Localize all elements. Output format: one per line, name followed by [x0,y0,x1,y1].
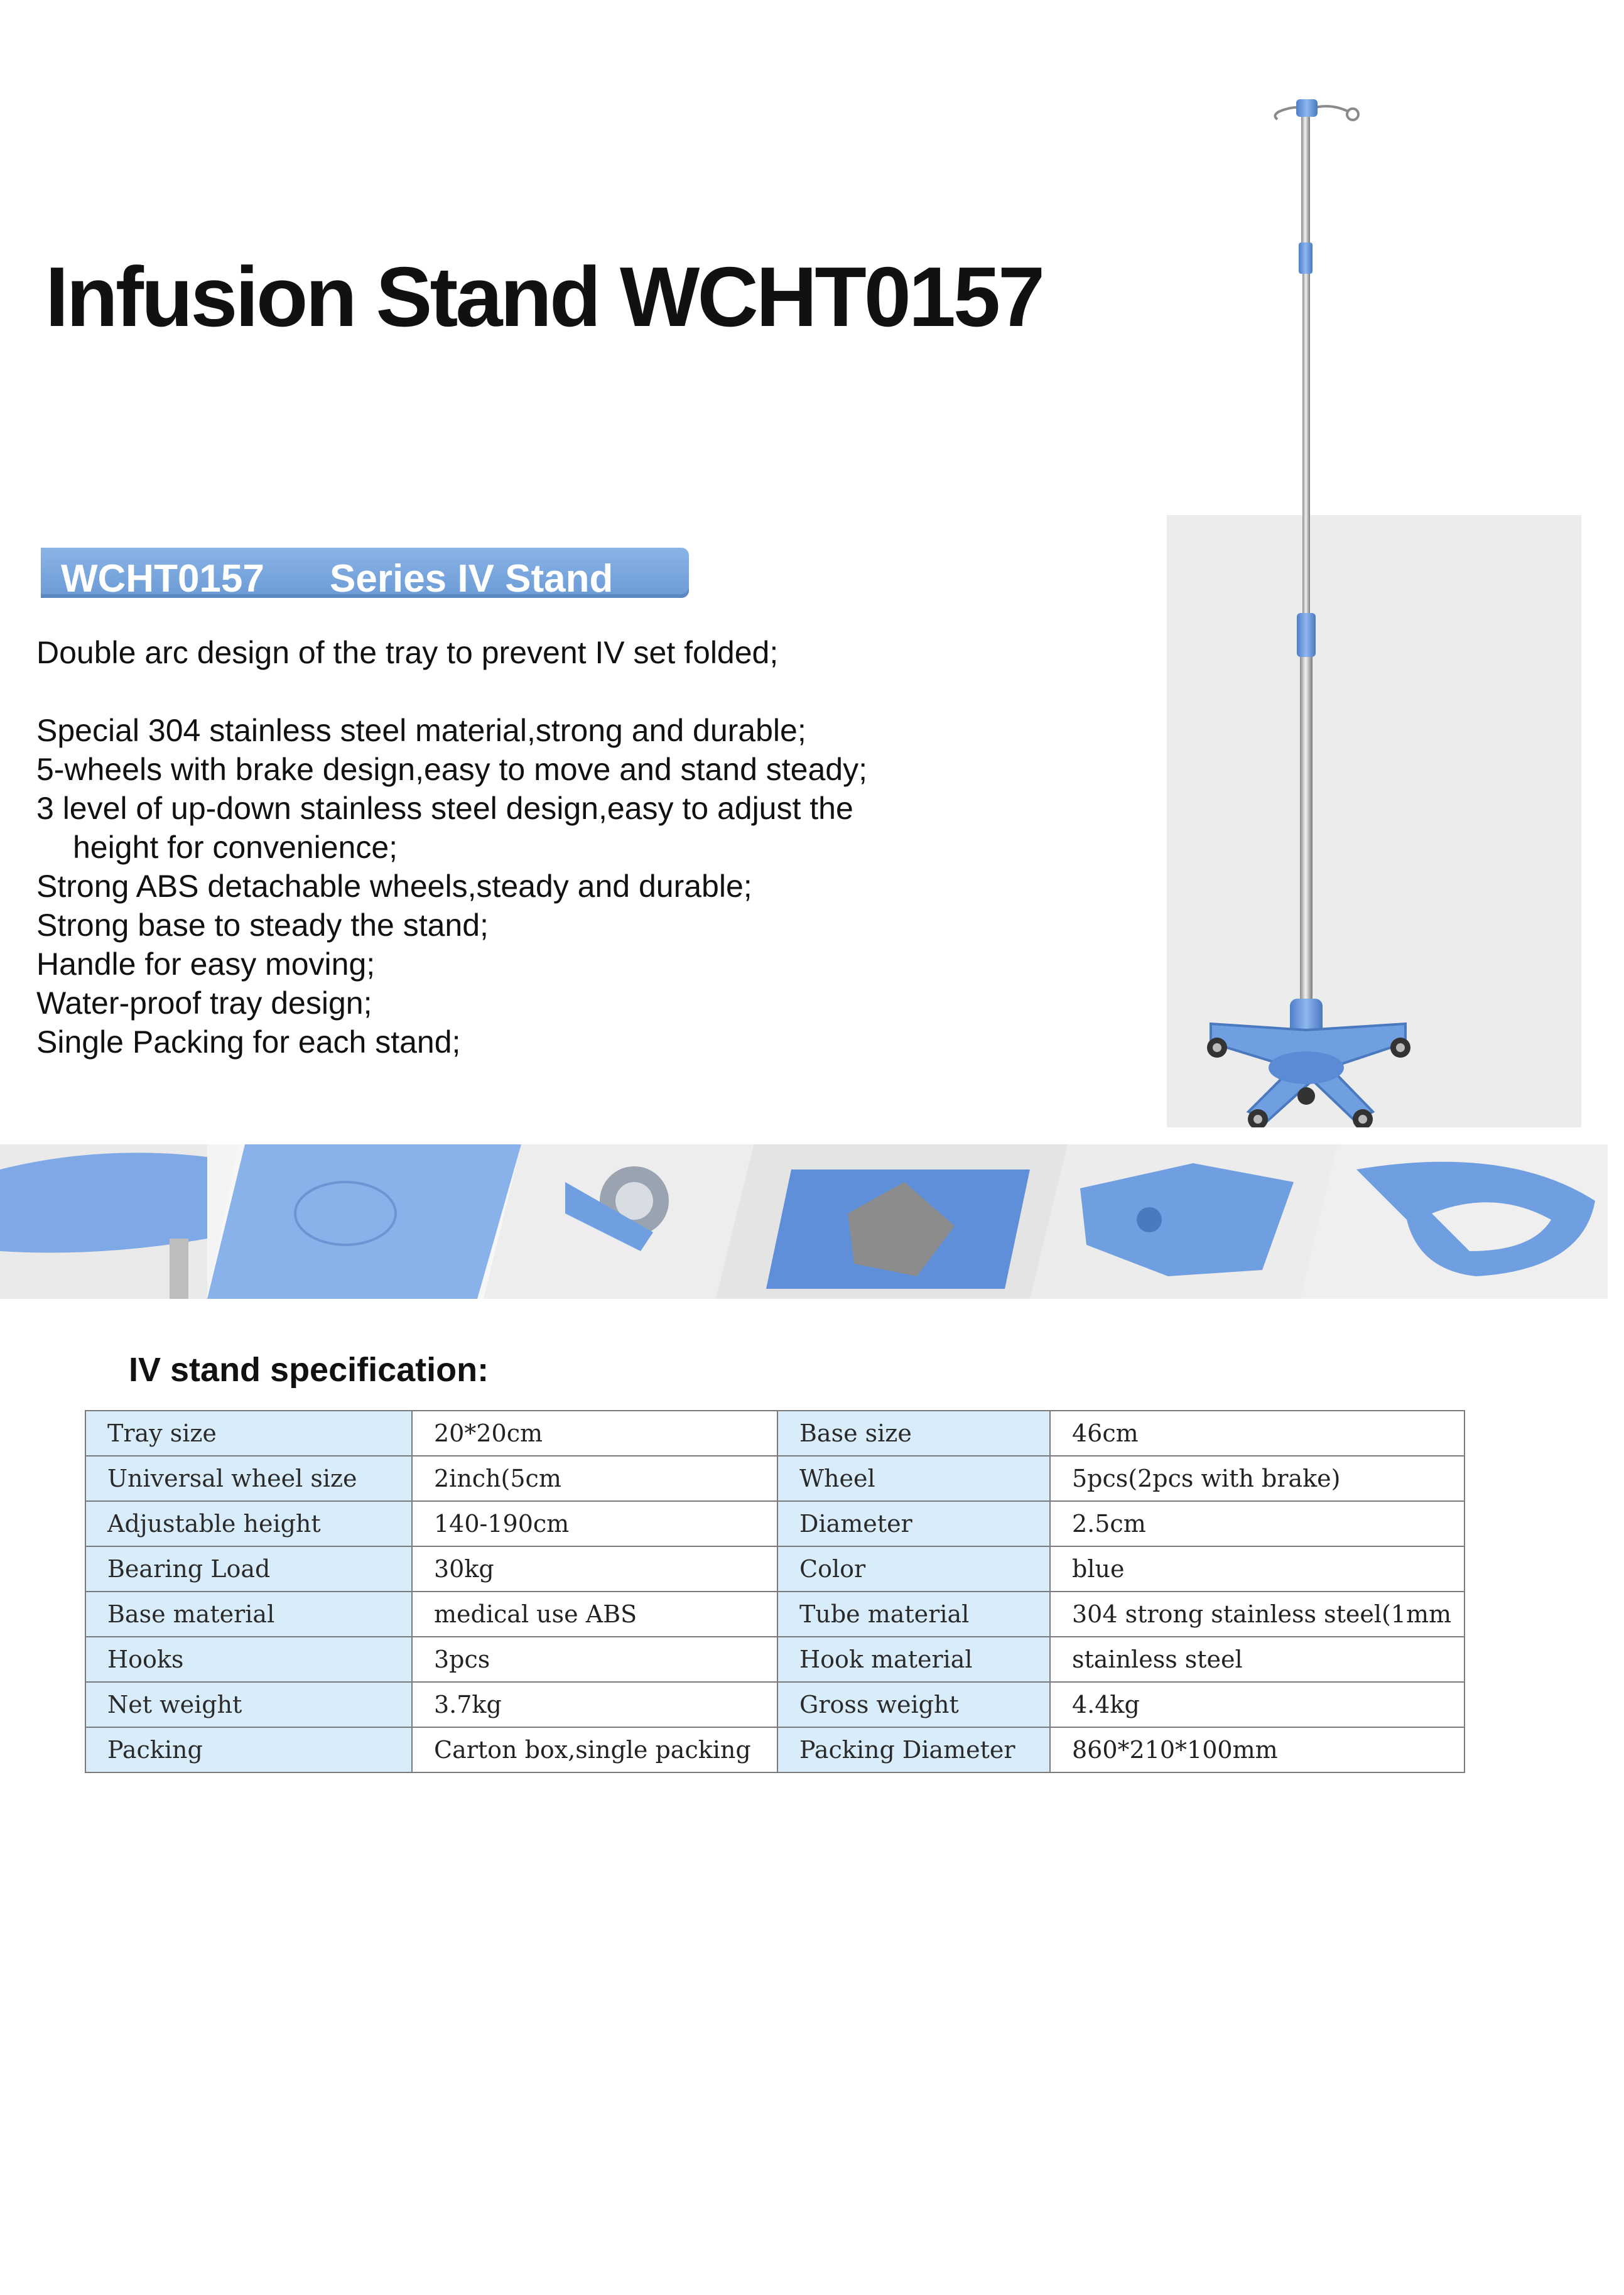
handle-detail-photo [1300,1144,1608,1299]
iv-stand-image [1167,75,1581,1127]
spec-key: Tube material [777,1592,1050,1637]
wheel-detail-photo [484,1144,754,1299]
feature-item: height for convenience; [73,830,398,865]
spec-value: 30kg [412,1546,777,1592]
table-row [85,1682,1464,1727]
spec-value: 140-190cm [412,1501,777,1546]
base-underside-detail-photo [716,1144,1068,1299]
spec-key: Universal wheel size [85,1456,412,1501]
feature-item: Strong base to steady the stand; [36,908,489,943]
spec-value: Carton box,single packing [412,1727,777,1772]
tray-detail-photo [0,1144,207,1299]
spec-value: 304 strong stainless steel(1mm [1050,1592,1464,1637]
spec-value: 46cm [1050,1411,1464,1456]
feature-item: 3 level of up-down stainless steel design,easy to adjust the [36,791,853,826]
spec-value: medical use ABS [412,1592,777,1637]
spec-value: 20*20cm [412,1411,777,1456]
table-row [85,1411,1464,1456]
feature-item: 5-wheels with brake design,easy to move and stand steady; [36,752,867,787]
spec-value: 3.7kg [412,1682,777,1727]
spec-key: Bearing Load [85,1546,412,1592]
spec-key: Packing [85,1727,412,1772]
series-banner [41,548,689,598]
feature-item: Single Packing for each stand; [36,1024,461,1060]
spec-key: Packing Diameter [777,1727,1050,1772]
spec-key: Wheel [777,1456,1050,1501]
feature-item: Strong ABS detachable wheels,steady and durable; [36,869,752,904]
table-row [85,1546,1464,1592]
table-row [85,1501,1464,1546]
leg-detail-photo [1030,1144,1338,1299]
feature-item: Double arc design of the tray to prevent IV set folded; [36,635,779,670]
banner-model: WCHT0157 [61,557,264,600]
page-title: Infusion Stand WCHT0157 [45,249,1043,344]
spec-key: Base material [85,1592,412,1637]
spec-value: 3pcs [412,1637,777,1682]
feature-item: Special 304 stainless steel material,strong and durable; [36,713,806,748]
table-row [85,1592,1464,1637]
spec-value: 2inch(5cm [412,1456,777,1501]
spec-key: Tray size [85,1411,412,1456]
spec-value: 860*210*100mm [1050,1727,1464,1772]
spec-key: Color [777,1546,1050,1592]
spec-key: Base size [777,1411,1050,1456]
spec-key: Hooks [85,1637,412,1682]
detail-photo-strip [0,1144,1608,1299]
table-row [85,1637,1464,1682]
table-row [85,1456,1464,1501]
spec-key: Net weight [85,1682,412,1727]
spec-value: 4.4kg [1050,1682,1464,1727]
feature-list [36,633,1016,1061]
spec-key: Gross weight [777,1682,1050,1727]
banner-series: Series IV Stand [330,557,614,600]
spec-value: 2.5cm [1050,1501,1464,1546]
spec-value: stainless steel [1050,1637,1464,1682]
spec-key: Diameter [777,1501,1050,1546]
spec-value: 5pcs(2pcs with brake) [1050,1456,1464,1501]
spec-value: blue [1050,1546,1464,1592]
table-row [85,1727,1464,1772]
spec-table [85,1410,1465,1773]
tray-base-detail-photo [207,1144,521,1299]
spec-heading: IV stand specification: [129,1351,489,1389]
spec-key: Adjustable height [85,1501,412,1546]
feature-item: Handle for easy moving; [36,947,376,982]
spec-key: Hook material [777,1637,1050,1682]
feature-item: Water-proof tray design; [36,985,372,1021]
